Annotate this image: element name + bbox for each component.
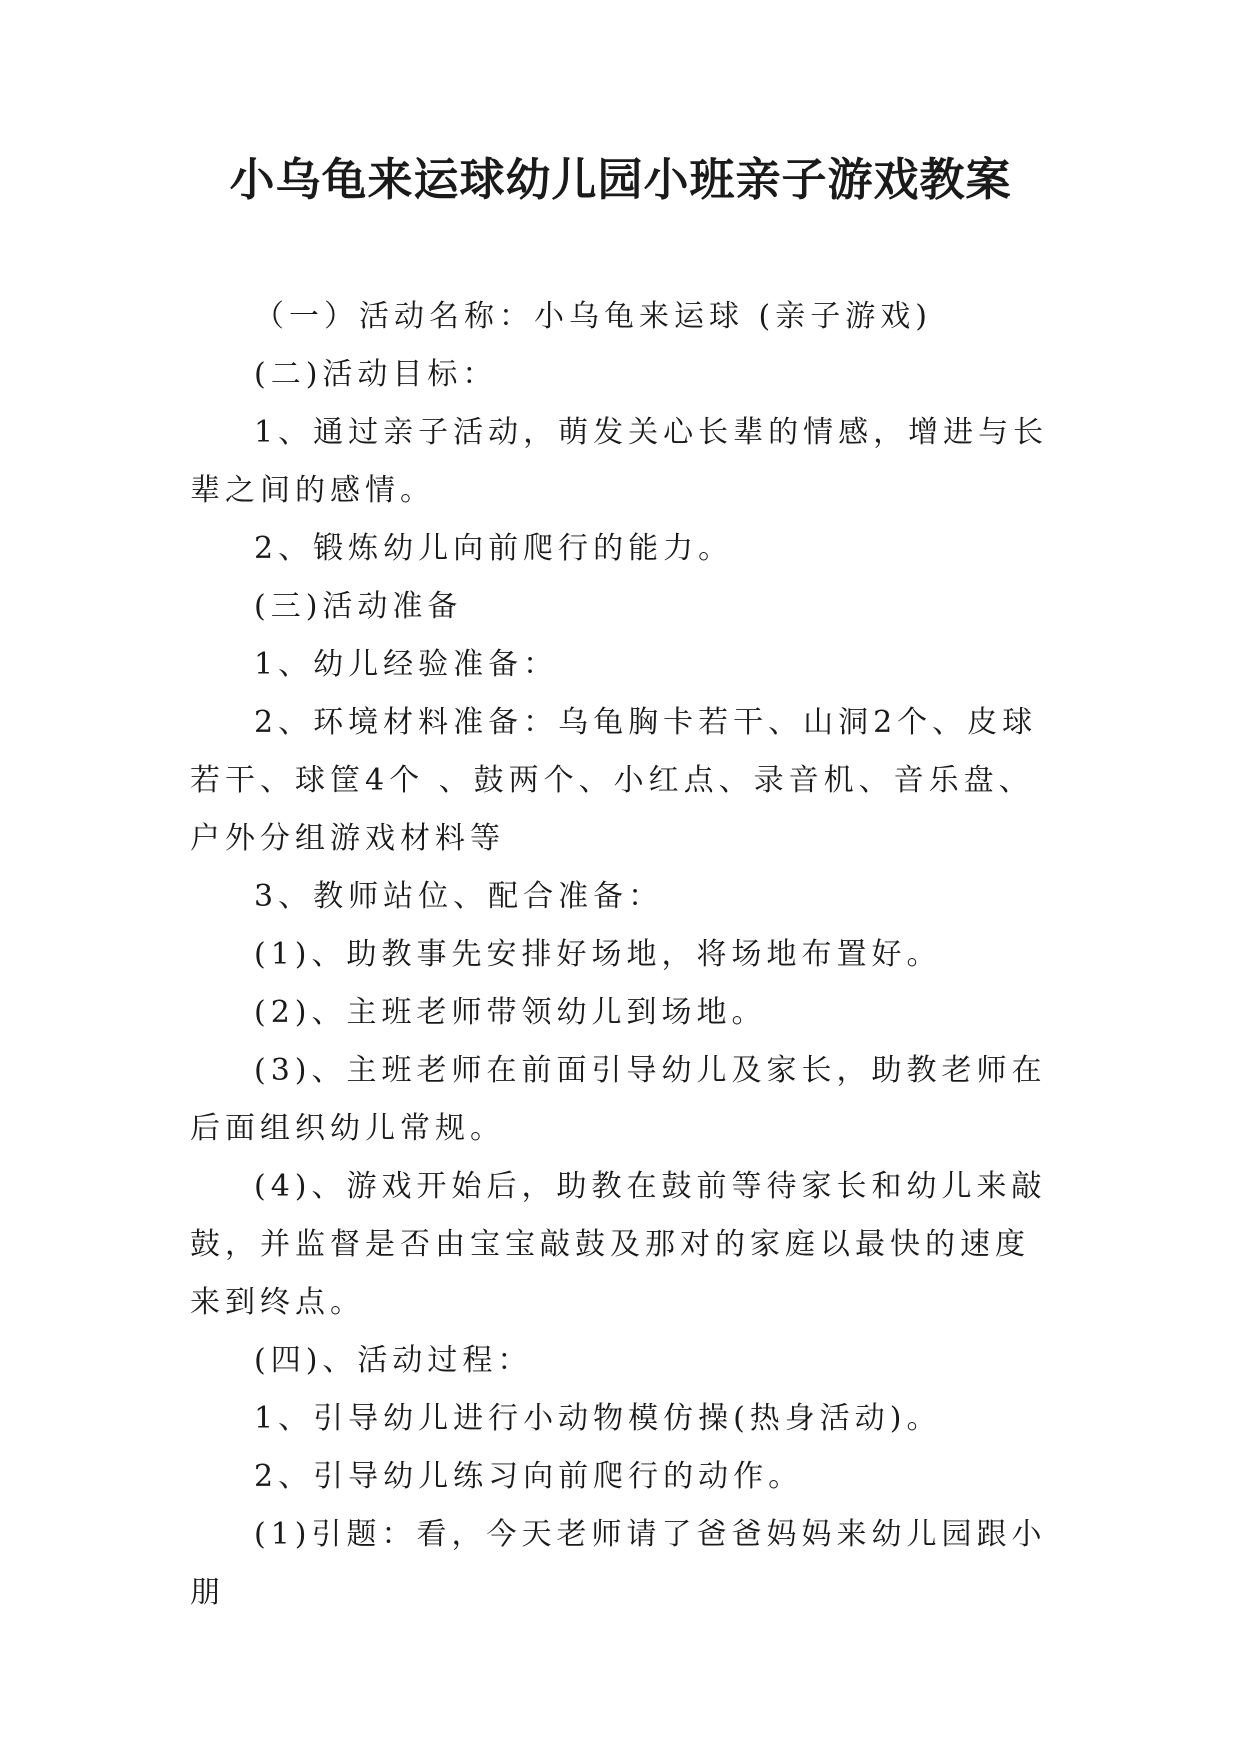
document-title: 小乌龟来运球幼儿园小班亲子游戏教案 bbox=[229, 153, 1012, 206]
paragraph-process-2-1: (1)引题：看，今天老师请了爸爸妈妈来幼儿园跟小朋 bbox=[190, 1517, 1047, 1610]
paragraph-step-4: (4)、游戏开始后，助教在鼓前等待家长和幼儿来敲鼓，并监督是否由宝宝敲鼓及那对的家庭以最快的速度来到终点。 bbox=[190, 1169, 1047, 1320]
paragraph-process-2: 2、引导幼儿练习向前爬行的动作。 bbox=[254, 1459, 804, 1494]
paragraph-preparation-heading: (三)活动准备 bbox=[254, 589, 463, 624]
paragraph-preparation-1: 1、幼儿经验准备： bbox=[254, 647, 559, 682]
paragraph-process-heading: (四)、活动过程： bbox=[254, 1343, 533, 1378]
paragraph-activity-name: （一）活动名称：小乌龟来运球 (亲子游戏) bbox=[254, 299, 932, 334]
paragraph-process-1: 1、引导幼儿进行小动物模仿操(热身活动)。 bbox=[254, 1401, 942, 1436]
paragraph-step-2: (2)、主班老师带领幼儿到场地。 bbox=[254, 995, 767, 1030]
document-body bbox=[190, 288, 1050, 1622]
paragraph-step-3: (3)、主班老师在前面引导幼儿及家长，助教老师在后面组织幼儿常规。 bbox=[190, 1053, 1047, 1146]
paragraph-preparation-3: 3、教师站位、配合准备： bbox=[254, 879, 664, 914]
paragraph-activity-goals-heading: (二)活动目标： bbox=[254, 357, 498, 392]
paragraph-preparation-2: 2、环境材料准备：乌龟胸卡若干、山洞2个、皮球若干、球筐4个 、鼓两个、小红点、录音机、音乐盘、户外分组游戏材料等 bbox=[190, 705, 1038, 856]
paragraph-step-1: (1)、助教事先安排好场地，将场地布置好。 bbox=[254, 937, 942, 972]
paragraph-goal-2: 2、锻炼幼儿向前爬行的能力。 bbox=[254, 531, 734, 566]
paragraph-goal-1: 1、通过亲子活动，萌发关心长辈的情感，增进与长辈之间的感情。 bbox=[190, 415, 1049, 508]
